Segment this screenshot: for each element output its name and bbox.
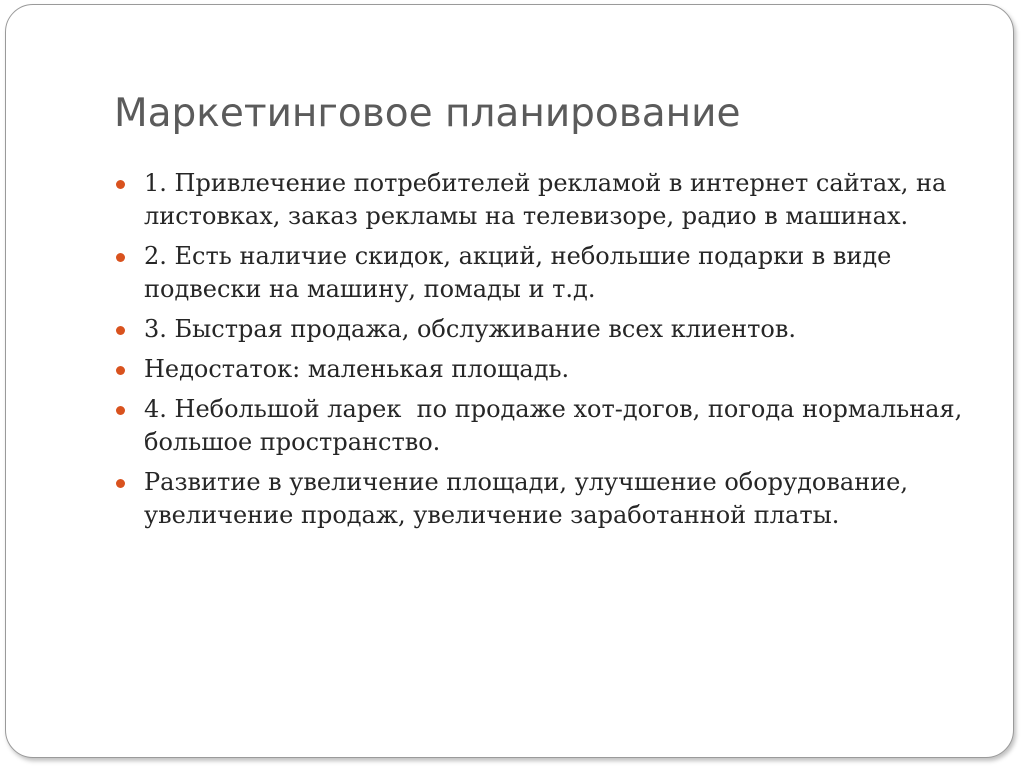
bullet-text: 2. Есть наличие скидок, акций, небольшие подарки в виде подвески на машину, помады и т.д. <box>144 242 892 303</box>
bullet-dot-icon <box>116 366 125 375</box>
bullet-dot-icon <box>116 326 125 335</box>
bullet-text: 4. Небольшой ларек по продаже хот-догов, погода нормальная, большое пространство. <box>144 395 970 456</box>
bullet-dot-icon <box>116 479 125 488</box>
bullet-dot-icon <box>116 180 125 189</box>
slide-title: Маркетинговое планирование <box>114 91 741 136</box>
bullet-dot-icon <box>116 253 125 262</box>
bullet-list <box>114 167 974 539</box>
bullet-text: Недостаток: маленькая площадь. <box>144 355 570 383</box>
bullet-text: 1. Привлечение потребителей рекламой в интернет сайтах, на листовках, заказ рекламы на телевизоре, радио в машинах. <box>144 169 947 230</box>
bullet-item-1 <box>114 167 974 233</box>
bullet-item-4 <box>114 353 974 386</box>
bullet-item-3 <box>114 313 974 346</box>
bullet-dot-icon <box>116 406 125 415</box>
bullet-item-6 <box>114 466 974 532</box>
bullet-text: Развитие в увеличение площади, улучшение оборудование, увеличение продаж, увеличение заработанной платы. <box>144 468 909 529</box>
bullet-item-5 <box>114 393 974 459</box>
bullet-text: 3. Быстрая продажа, обслуживание всех клиентов. <box>144 315 797 343</box>
bullet-item-2 <box>114 240 974 306</box>
